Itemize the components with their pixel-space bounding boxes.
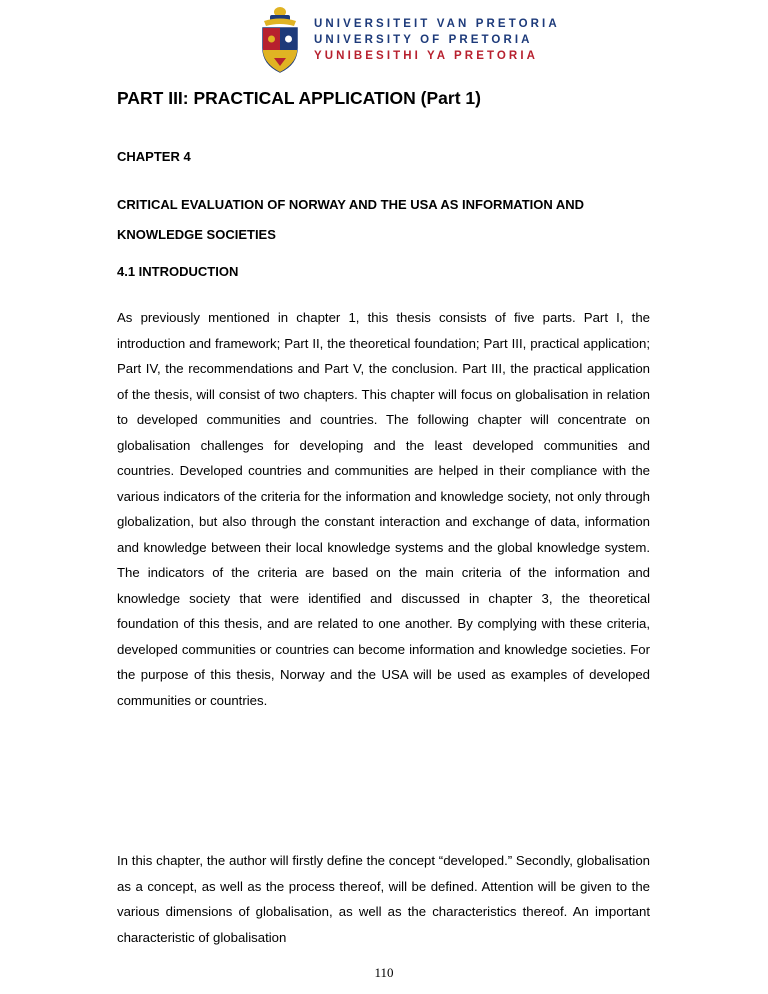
page-number: 110 (374, 965, 394, 980)
university-name-sepedi: YUNIBESITHI YA PRETORIA (314, 50, 539, 62)
chapter-title: CRITICAL EVALUATION OF NORWAY AND THE USA AS INFORMATION AND KNOWLEDGE SOCIETIES (117, 197, 585, 242)
body-paragraph: As previously mentioned in chapter 1, this thesis consists of five parts. Part I, the introduction and framework; Part II, the theoretical foundation; Part III, practical application; Part IV, the recommendations and Part V, the conclusion. Part III, the practical application of the thesis, will consist of two chapters. This chapter will focus on globalisation in relation to developed communities and countries. The following chapter will concentrate on globalisation challenges for developing and the least developed communities and countries. Developed countries and communities are helped in their compliance with the various indicators of the criteria for the information and knowledge society, not only through globalization, but also through the constant interaction and exchange of data, information and knowledge between their local knowledge systems and the global knowledge system. The indicators of the criteria are based on the main criteria of the information and knowledge society that were identified and discussed in chapter 3, the theoretical foundation of this thesis, and are related to one another. By complying with these criteria, developed communities or countries can become information and knowledge societies. For the purpose of this thesis, Norway and the USA will be used as examples of developed communities or countries. (117, 310, 650, 708)
university-name-afrikaans: UNIVERSITEIT VAN PRETORIA (314, 18, 560, 30)
section-heading: 4.1 INTRODUCTION (117, 264, 239, 279)
university-name-english: UNIVERSITY OF PRETORIA (314, 34, 533, 46)
university-name-lines (314, 16, 560, 64)
chapter-label: CHAPTER 4 (117, 149, 191, 164)
part-title: PART III: PRACTICAL APPLICATION (Part 1) (117, 88, 481, 108)
body-paragraph: In this chapter, the author will firstly define the concept “developed.” Secondly, globalisation as a concept, as well as the process thereof, will be defined. Attention will be given to the various dimensions of globalisation, as well as the characteristics thereof. An important characteristic of globalisation (117, 853, 650, 945)
university-header (256, 4, 560, 74)
university-crest-icon (256, 4, 304, 74)
